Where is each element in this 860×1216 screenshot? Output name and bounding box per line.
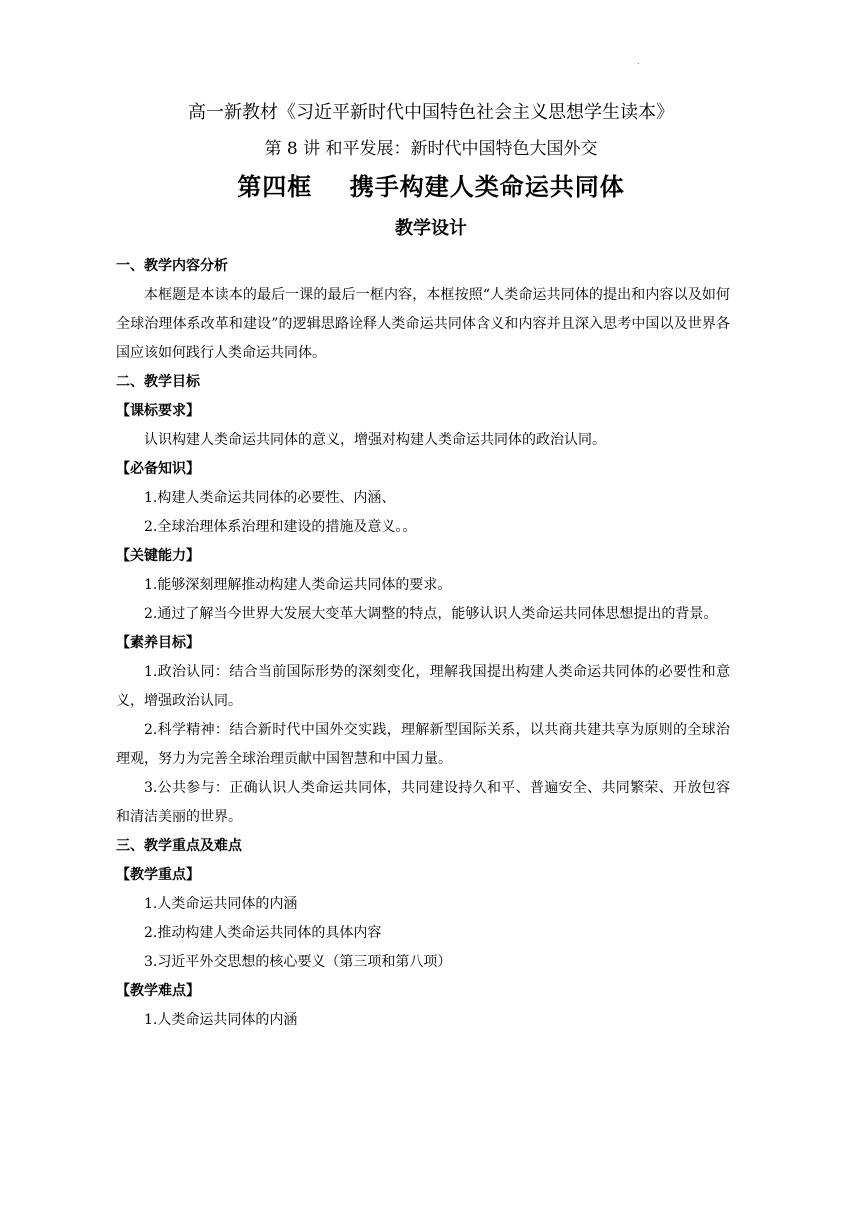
curriculum-label: 【课标要求】: [116, 403, 200, 419]
frame-title: 第四框 携手构建人类命运共同体: [237, 173, 625, 201]
key-point-item: 2.推动构建人类命运共同体的具体内容: [144, 925, 382, 941]
section-heading-content-analysis: 一、教学内容分析: [116, 258, 228, 274]
key-point-item: 3.习近平外交思想的核心要义（第三项和第八项）: [144, 954, 452, 970]
ability-item: 2.通过了解当今世界大发展大变革大调整的特点，能够认识人类命运共同体思想提出的背景。: [144, 606, 718, 622]
book-title: 高一新教材《习近平新时代中国特色社会主义思想学生读本》: [188, 102, 674, 123]
curriculum-text: 认识构建人类命运共同体的意义，增强对构建人类命运共同体的政治认同。: [144, 432, 606, 448]
difficult-points-label: 【教学难点】: [116, 983, 200, 999]
section-heading-objectives: 二、教学目标: [116, 374, 200, 390]
section-heading-key-difficult: 三、教学重点及难点: [116, 838, 242, 854]
literacy-item: 1.政治认同：结合当前国际形势的深刻变化，理解我国提出构建人类命运共同体的必要性和意义，增强政治认同。: [116, 664, 730, 709]
lecture-title: 第 8 讲 和平发展：新时代中国特色大国外交: [264, 139, 598, 159]
document-content: [116, 98, 731, 1035]
knowledge-item: 2.全球治理体系治理和建设的措施及意义。。: [144, 519, 417, 535]
page-mark: .: [637, 57, 640, 66]
literacy-label: 【素养目标】: [116, 635, 200, 651]
design-title: 教学设计: [395, 218, 467, 239]
knowledge-label: 【必备知识】: [116, 461, 200, 477]
content-analysis-paragraph: 本框题是本读本的最后一课的最后一框内容，本框按照“人类命运共同体的提出和内容以及如何全球治理体系改革和建设”的逻辑思路诠释人类命运共同体含义和内容并且深入思考中国以及世界各国应该如何践行人类命运共同体。: [116, 287, 730, 361]
ability-label: 【关键能力】: [116, 548, 200, 564]
difficult-point-item: 1.人类命运共同体的内涵: [144, 1012, 298, 1028]
literacy-item: 2.科学精神：结合新时代中国外交实践，理解新型国际关系，以共商共建共享为原则的全球治理观，努力为完善全球治理贡献中国智慧和中国力量。: [116, 722, 730, 767]
key-points-label: 【教学重点】: [116, 867, 200, 883]
knowledge-item: 1.构建人类命运共同体的必要性、内涵、: [144, 490, 396, 506]
ability-item: 1.能够深刻理解推动构建人类命运共同体的要求。: [144, 577, 452, 593]
literacy-item: 3.公共参与：正确认识人类命运共同体，共同建设持久和平、普遍安全、共同繁荣、开放包容和清洁美丽的世界。: [116, 780, 730, 825]
key-point-item: 1.人类命运共同体的内涵: [144, 896, 298, 912]
